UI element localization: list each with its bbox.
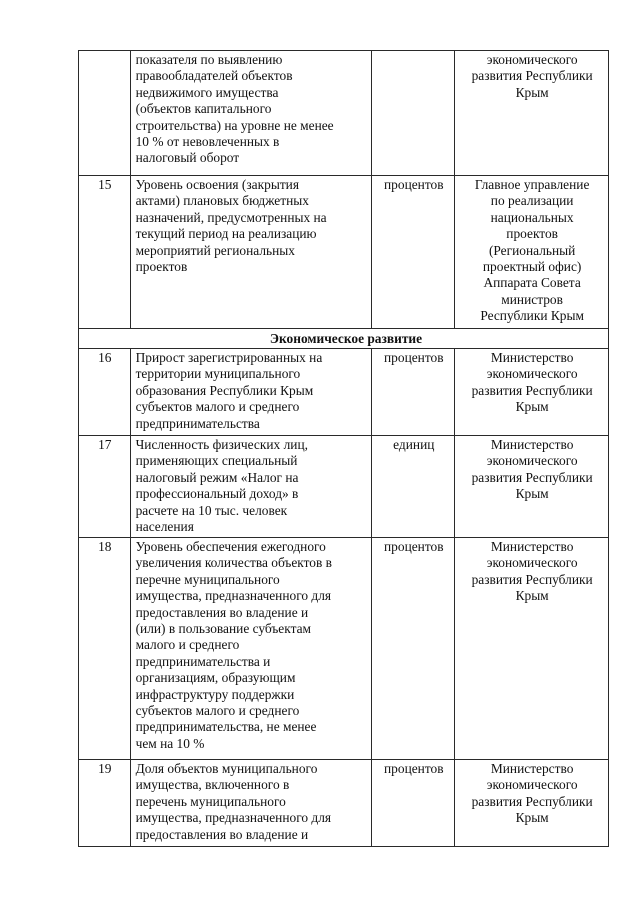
indicator-line: малого и среднего	[135, 637, 240, 653]
indicator-line: населения	[135, 519, 194, 535]
responsible-line: развития Республики	[471, 793, 593, 809]
responsible-cell	[455, 436, 609, 538]
row-number: 17	[79, 436, 131, 538]
indicator-line: налоговый режим «Налог на	[135, 469, 299, 485]
responsible-line: экономического	[486, 555, 578, 571]
indicator-line: правообладателей объектов	[135, 68, 293, 84]
indicator-line: образования Республики Крым	[135, 382, 314, 398]
indicator-line: Уровень освоения (закрытия	[135, 177, 299, 192]
indicator-line: (или) в пользование субъектам	[135, 621, 312, 637]
responsible-line: Министерство	[490, 350, 574, 365]
indicator-line: мероприятий региональных	[135, 242, 295, 258]
indicator-line: имущества, предназначенного для	[135, 588, 332, 604]
responsible-line: Крым	[515, 84, 549, 100]
indicator-line: Численность физических лиц,	[135, 437, 308, 452]
indicator-line: Доля объектов муниципального	[135, 761, 318, 776]
indicator-line: строительства) на уровне не менее	[135, 117, 334, 133]
responsible-line: развития Республики	[471, 571, 593, 587]
responsible-line: Крым	[515, 588, 549, 604]
row-number: 15	[79, 176, 131, 329]
indicator-line: имущества, предназначенного для	[135, 810, 332, 826]
responsible-line: Главное управление	[474, 177, 590, 192]
unit-cell: процентов	[372, 538, 455, 760]
responsible-line: по реализации	[490, 193, 574, 209]
indicator-line: 10 % от невовлеченных в	[135, 134, 280, 150]
unit-cell: процентов	[372, 349, 455, 436]
responsible-cell	[455, 176, 609, 329]
indicator-line: налоговый оборот	[135, 150, 240, 166]
indicator-line: инфраструктуру поддержки	[135, 686, 295, 702]
indicator-line: Уровень обеспечения ежегодного	[135, 539, 326, 554]
responsible-line: экономического	[486, 52, 578, 67]
responsible-line: Крым	[515, 486, 549, 502]
responsible-line: развития Республики	[471, 68, 593, 84]
responsible-line: Крым	[515, 399, 549, 415]
unit-cell: единиц	[372, 436, 455, 538]
table-row	[79, 349, 609, 436]
table-row	[79, 436, 609, 538]
indicator-text	[130, 538, 372, 760]
responsible-line: Министерство	[490, 539, 574, 554]
indicator-line: проектов	[135, 259, 188, 275]
responsible-cell	[455, 51, 609, 176]
indicator-line: назначений, предусмотренных на	[135, 209, 327, 225]
table-row	[79, 51, 609, 176]
indicator-line: недвижимого имущества	[135, 84, 279, 100]
table-row	[79, 176, 609, 329]
responsible-line: министров	[501, 291, 563, 307]
section-title-text: Экономическое развитие	[269, 331, 423, 346]
row-number: 19	[79, 760, 131, 847]
responsible-line: (Региональный	[488, 242, 576, 258]
indicator-line: перечень муниципального	[135, 793, 286, 809]
responsible-line: экономического	[486, 777, 578, 793]
indicator-text	[130, 349, 372, 436]
unit-cell: процентов	[372, 760, 455, 847]
responsible-line: Республики Крым	[480, 308, 584, 324]
indicator-line: актами) плановых бюджетных	[135, 193, 309, 209]
responsible-cell	[455, 349, 609, 436]
responsible-line: Крым	[515, 810, 549, 826]
responsible-line: Министерство	[490, 437, 574, 452]
indicator-line: субъектов малого и среднего	[135, 399, 300, 415]
row-number	[79, 51, 131, 176]
responsible-line: национальных	[490, 209, 574, 225]
indicator-line: организациям, образующим	[135, 670, 296, 686]
indicator-line: перечне муниципального	[135, 571, 280, 587]
indicator-text	[130, 760, 372, 847]
indicator-line: территории муниципального	[135, 366, 301, 382]
responsible-line: экономического	[486, 453, 578, 469]
responsible-line: Аппарата Совета	[483, 275, 581, 291]
responsible-line: Министерство	[490, 761, 574, 776]
row-number: 18	[79, 538, 131, 760]
responsible-line: развития Республики	[471, 469, 593, 485]
unit-cell: процентов	[372, 176, 455, 329]
table-row	[79, 538, 609, 760]
indicator-line: текущий период на реализацию	[135, 226, 317, 242]
indicator-line: (объектов капитального	[135, 101, 272, 117]
indicator-text	[130, 176, 372, 329]
indicator-line: чем на 10 %	[135, 735, 205, 751]
indicator-line: предпринимательства, не менее	[135, 719, 317, 735]
indicator-line: Прирост зарегистрированных на	[135, 350, 323, 365]
indicator-line: предпринимательства	[135, 415, 260, 431]
responsible-cell	[455, 760, 609, 847]
indicator-line: увеличения количества объектов в	[135, 555, 332, 571]
indicator-line: предоставления во владение и	[135, 604, 309, 620]
indicators-table	[78, 50, 609, 847]
section-row	[79, 329, 609, 349]
indicator-line: предоставления во владение и	[135, 826, 309, 842]
indicator-line: субъектов малого и среднего	[135, 703, 300, 719]
responsible-line: развития Республики	[471, 382, 593, 398]
responsible-line: проектный офис)	[482, 259, 582, 275]
indicator-line: показателя по выявлению	[135, 52, 283, 67]
row-number: 16	[79, 349, 131, 436]
indicator-text	[130, 436, 372, 538]
indicator-line: профессиональный доход» в	[135, 486, 299, 502]
indicator-line: имущества, включенного в	[135, 777, 290, 793]
table-row	[79, 760, 609, 847]
indicator-line: предпринимательства и	[135, 653, 271, 669]
responsible-line: проектов	[506, 226, 558, 242]
responsible-line: экономического	[486, 366, 578, 382]
indicator-line: применяющих специальный	[135, 453, 298, 469]
indicator-text	[130, 51, 372, 176]
responsible-cell	[455, 538, 609, 760]
indicator-line: расчете на 10 тыс. человек	[135, 502, 288, 518]
section-title	[79, 329, 609, 349]
unit-cell	[372, 51, 455, 176]
